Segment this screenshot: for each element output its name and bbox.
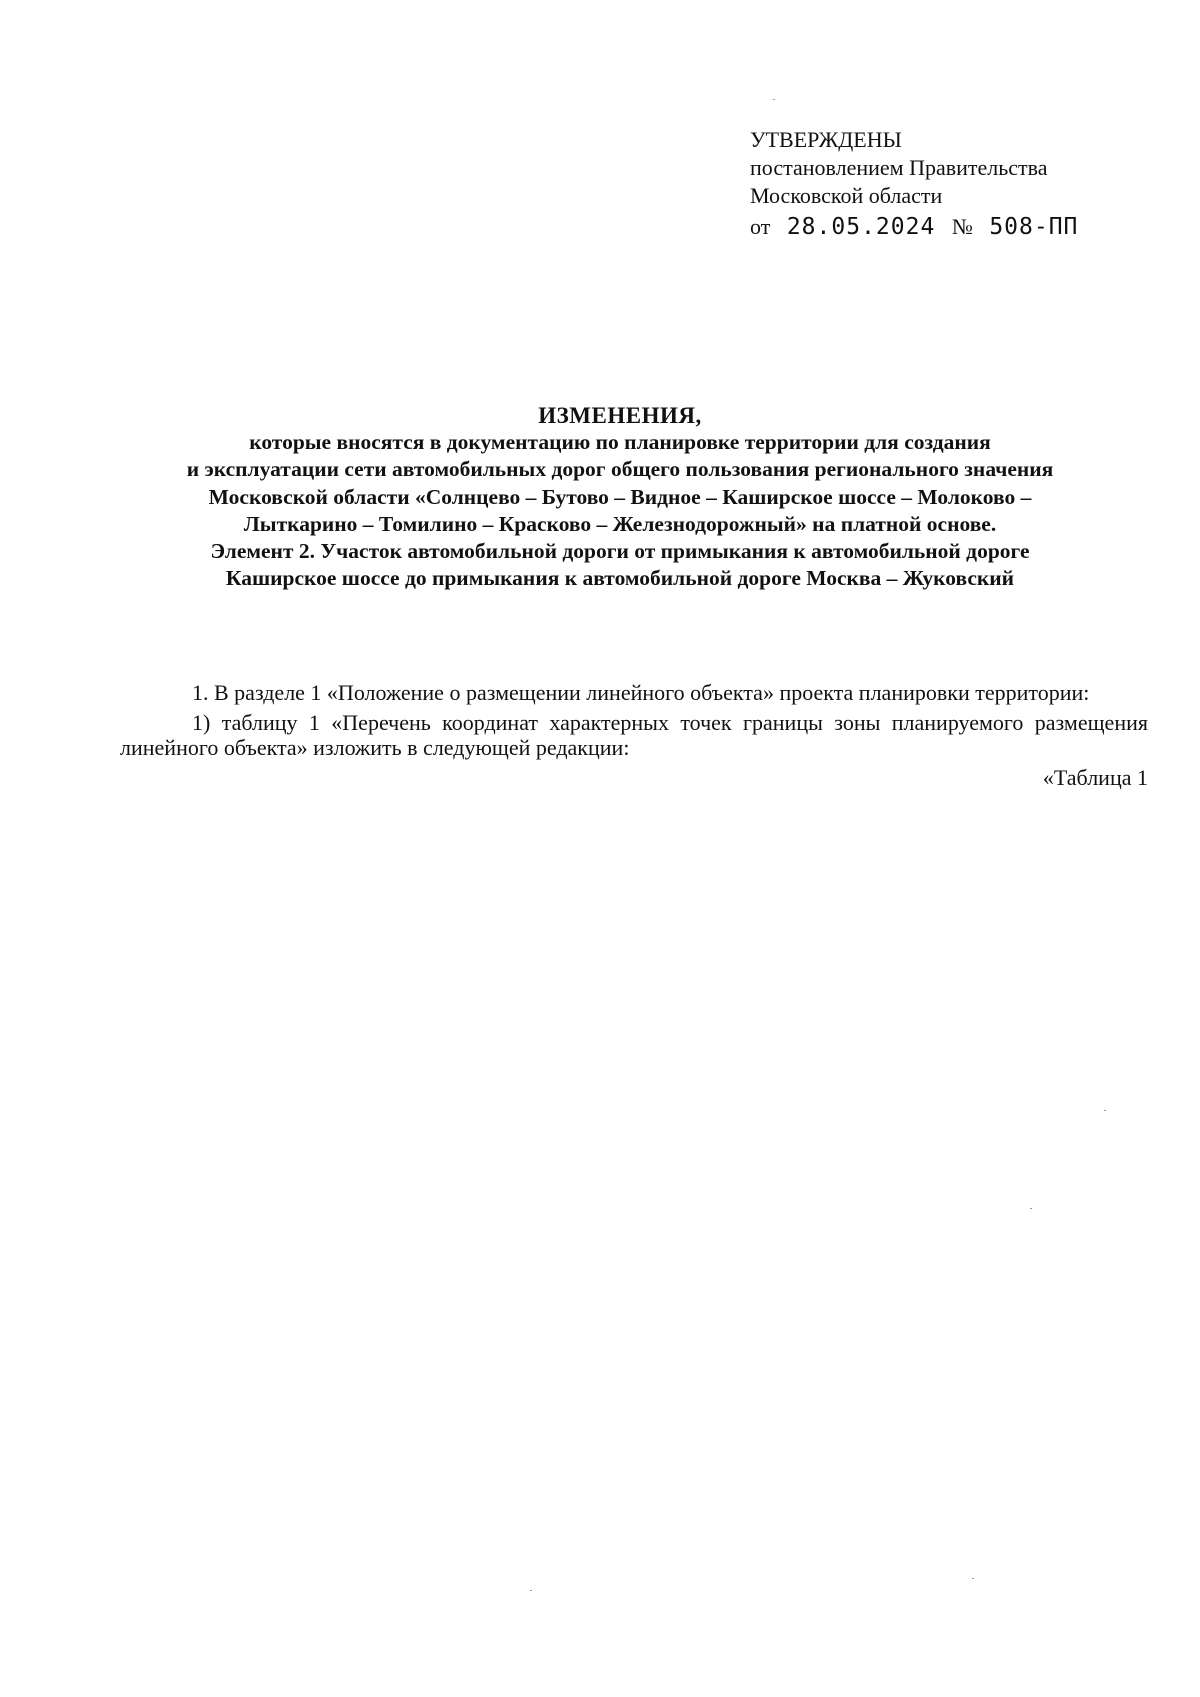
heading-line: Московской области «Солнцево – Бутово – Видное – Каширское шоссе – Молоково – [208,484,1032,509]
approval-block [750,126,1078,241]
heading-line: Лыткарино – Томилино – Красково – Железнодорожный» на платной основе. [243,511,997,536]
approval-number: 508-ПП [989,214,1079,240]
date-prefix: от [750,214,771,239]
document-heading [120,402,1120,592]
approval-title: УТВЕРЖДЕНЫ [750,127,902,152]
body-paragraph: 1) таблицу 1 «Перечень координат характерных точек границы зоны планируемого размещения линейного объекта» изложить в следующей редакции: [120,710,1148,760]
approval-date-number [750,213,1078,241]
document-body [120,680,1148,790]
scan-speck [1104,1110,1106,1111]
table-caption: «Таблица 1 [1042,765,1148,790]
heading-line: которые вносятся в документацию по планировке территории для создания [249,430,991,455]
scan-speck [1030,1208,1032,1209]
approval-authority: постановлением Правительства [750,155,1048,180]
number-sign: № [951,214,973,239]
document-title: ИЗМЕНЕНИЯ, [538,403,702,428]
approval-date: 28.05.2024 [786,214,936,240]
scan-speck [773,99,775,100]
scan-speck [972,1578,974,1579]
heading-line: и эксплуатации сети автомобильных дорог общего пользования регионального значения [186,457,1054,482]
heading-line: Каширское шоссе до примыкания к автомобильной дороге Москва – Жуковский [225,566,1015,591]
body-paragraph: 1. В разделе 1 «Положение о размещении линейного объекта» проекта планировки территории: [192,680,1090,705]
approval-region: Московской области [750,183,943,208]
heading-line: Элемент 2. Участок автомобильной дороги от примыкания к автомобильной дороге [210,539,1030,564]
scan-speck [530,1590,532,1591]
